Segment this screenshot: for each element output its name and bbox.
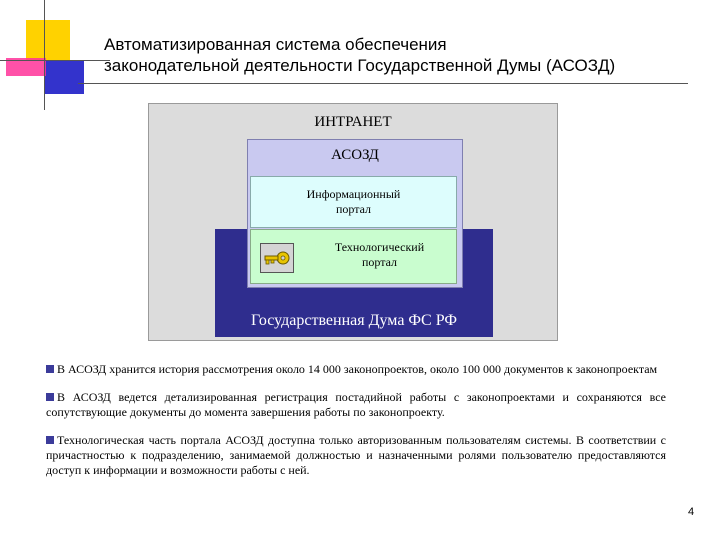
tech-portal-label-line1: Технологический [334,240,425,254]
tech-portal-label-line2: портал [361,255,398,269]
bullet-marker-icon [46,393,54,401]
page-number: 4 [688,506,695,518]
title-divider [78,83,688,84]
corner-decoration [0,0,100,100]
duma-label: Государственная Дума ФС РФ [250,312,457,329]
bullet-text: В АСОЗД ведется детализированная регистрация постадийной работы с законопроектами и сохраняются все сопутствующие документы до момента завершения работы по законопроекту. [46,390,666,419]
info-portal-label-line1: Информационный [306,187,401,201]
title-line-2: законодательной деятельности Государственной Думы (АСОЗД) [104,56,616,75]
asozd-label: АСОЗД [331,147,379,163]
bullet-item [46,362,666,377]
title-line-1: Автоматизированная система обеспечения [104,35,447,54]
bullet-text: Технологическая часть портала АСОЗД доступна только авторизованным пользователям системы. В соответствии с причастностью к подразделению, занимаемой должностью и назначенными ролями пользователю предоставляются доступ к информации и возможности работы с ней. [46,433,666,477]
info-portal-label-line2: портал [335,202,372,216]
slide-title [104,34,684,76]
bullet-marker-icon [46,436,54,444]
bullet-item [46,390,666,420]
bullet-marker-icon [46,365,54,373]
info-portal-box [250,176,457,228]
bullet-list [46,362,666,491]
key-icon [260,243,294,273]
intranet-label: ИНТРАНЕТ [314,114,392,130]
bullet-item [46,433,666,478]
bullet-text: В АСОЗД хранится история рассмотрения около 14 000 законопроектов, около 100 000 документов к законопроектам [57,362,658,376]
